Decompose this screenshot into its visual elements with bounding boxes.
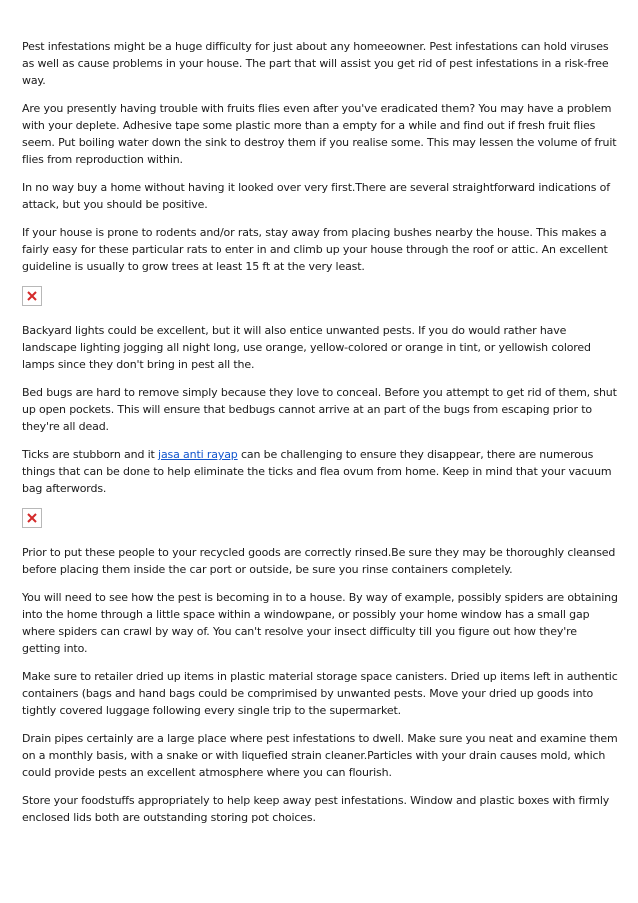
ticks-text-before: Ticks are stubborn and it	[22, 448, 159, 461]
jasa-anti-rayap-link[interactable]: jasa anti rayap	[158, 448, 238, 461]
paragraph-dried-goods: Make sure to retailer dried up items in plastic material storage space canisters. Dried up items left in authentic containers (bags and hand bags could be comprimised by unwanted pests. Move your dried up goods into tightly covered luggage following every single trip to the supermarket.	[22, 670, 618, 717]
paragraph-intro: Pest infestations might be a huge difficulty for just about any homeeowner. Pest infestations can hold viruses as well as cause problems in your house. The part that will assist you get rid of pest infestations in a risk-free way.	[22, 40, 609, 87]
paragraph-food-storage: Store your foodstuffs appropriately to help keep away pest infestations. Window and plastic boxes with firmly enclosed lids both are outstanding storing pot choices.	[22, 794, 610, 824]
broken-image-icon	[26, 512, 38, 524]
broken-image-icon	[26, 290, 38, 302]
paragraph-fruit-flies: Are you presently having trouble with fruits flies even after you've eradicated them? You may have a problem with your deplete. Adhesive tape some plastic more than a empty for a while and find out if fresh fruit flies seem. Put boiling water down the sink to destroy them if you realise some. This may lessen the volume of fruit flies from reproduction within.	[22, 102, 617, 166]
broken-image-placeholder-1	[22, 286, 42, 306]
ticks-text-after: can be challenging to ensure they disappear, there are numerous things that can be done to help eliminate the ticks and flea ovum from home. Keep in mind that your vacuum bag afterwords.	[22, 448, 612, 495]
paragraph-backyard-lights: Backyard lights could be excellent, but it will also entice unwanted pests. If you do would rather have landscape lighting jogging all night long, use orange, yellow-colored or orange in tint, or yellowish colored lamps since they don't bring in pest all the.	[22, 324, 591, 371]
paragraph-pest-entry: You will need to see how the pest is becoming in to a house. By way of example, possibly spiders are obtaining into the home through a little space within a windowpane, or possibly your home window has a small gap where spiders can crawl by way of. You can't resolve your insect difficulty till you figure out how they're getting into.	[22, 591, 618, 655]
paragraph-bed-bugs: Bed bugs are hard to remove simply because they love to conceal. Before you attempt to get rid of them, shut up open pockets. This will ensure that bedbugs cannot arrive at an part of the bugs from escaping prior to they're all dead.	[22, 386, 617, 433]
paragraph-drain-pipes: Drain pipes certainly are a large place where pest infestations to dwell. Make sure you neat and examine them on a monthly basis, with a snake or with liquefied strain cleaner.Particles with your drain causes mold, which could provide pests an excellent atmosphere where you can flourish.	[22, 732, 618, 779]
paragraph-recycled-goods: Prior to put these people to your recycled goods are correctly rinsed.Be sure they may be thoroughly cleansed before placing them inside the car port or outside, be sure you rinse containers completely.	[22, 546, 616, 576]
paragraph-home-inspection: In no way buy a home without having it looked over very first.There are several straightforward indications of attack, but you should be positive.	[22, 181, 610, 211]
broken-image-placeholder-2	[22, 508, 42, 528]
paragraph-rodents: If your house is prone to rodents and/or rats, stay away from placing bushes nearby the house. This makes a fairly easy for these particular rats to enter in and climb up your house through the roof or attic. An excellent guideline is usually to grow trees at least 15 ft at the very least.	[22, 226, 608, 273]
paragraph-ticks	[22, 446, 618, 497]
